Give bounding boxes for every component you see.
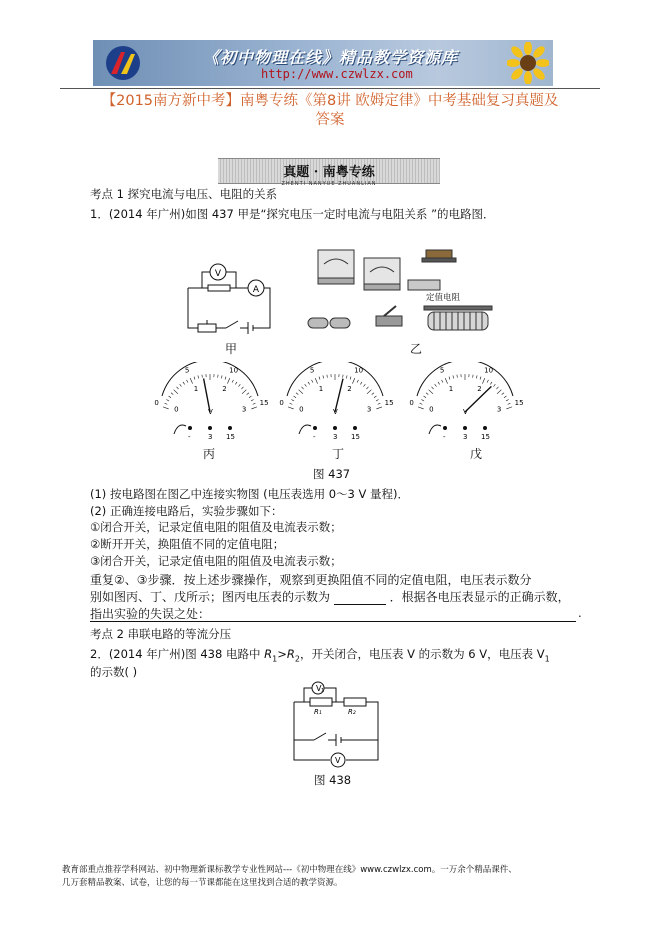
dial-tick xyxy=(299,390,303,394)
q1-step3: ③闭合开关，记录定值电阻的阻值及电流表示数； xyxy=(90,554,342,568)
dial-scale-top-label: 5 xyxy=(439,366,445,375)
voltmeter-dial-bing xyxy=(150,362,270,440)
dial-scale-bottom-label: 3 xyxy=(366,405,372,414)
dial-scale-bottom-label: 0 xyxy=(429,405,434,414)
dial-tick xyxy=(487,380,488,383)
figure-label-yi: 乙 xyxy=(410,342,423,356)
q1-part1: (1) 按电路图在图乙中连接实物图 (电压表选用 0～3 V 量程)． xyxy=(90,487,410,501)
dial-tick xyxy=(449,377,450,380)
equipment-diagram-yi xyxy=(300,240,510,340)
dial-scale-bottom-label: 2 xyxy=(222,384,227,393)
banner-title: 《初中物理在线》精品教学资源库 xyxy=(203,48,459,67)
dial-scale-top-label: 5 xyxy=(184,366,190,375)
dial-tick xyxy=(251,407,257,409)
fig438-v-label: V xyxy=(335,756,341,765)
dial-tick xyxy=(424,396,426,398)
dial-tick xyxy=(502,393,504,395)
terminal-label: 15 xyxy=(351,433,360,440)
battery-cell-icon xyxy=(308,318,328,328)
ammeter-symbol-label: A xyxy=(252,285,260,295)
dial-tick xyxy=(357,380,358,383)
dial-scale-bottom-label: 1 xyxy=(193,384,199,393)
dial-tick xyxy=(225,377,226,380)
dial-tick xyxy=(378,403,381,404)
q2-line1b: ，开关闭合，电压表 V 的示数为 6 V，电压表 V xyxy=(299,647,545,661)
dial-scale-bottom-label: 2 xyxy=(347,384,352,393)
dial-tick xyxy=(190,378,192,384)
dial-tick xyxy=(242,390,246,394)
banner-url[interactable]: http://www.czwlzx.com xyxy=(261,67,413,81)
q2-r1: R xyxy=(264,647,273,661)
q1-paragraph-line1 xyxy=(90,573,532,588)
dial-tick xyxy=(490,382,492,385)
dial-tick xyxy=(174,390,178,394)
dial-tick xyxy=(198,375,199,378)
dial-needle xyxy=(204,378,210,412)
dial-tick xyxy=(346,375,347,378)
dial-tick xyxy=(291,400,294,401)
dial-scale-top-label: 0 xyxy=(279,398,284,407)
dial-tick xyxy=(376,407,382,409)
dial-scale-bottom-label: 1 xyxy=(318,384,324,393)
dial-tick xyxy=(508,403,511,404)
answer-blank-voltage[interactable] xyxy=(334,593,386,605)
section-banner-title: 真题 · 南粤专练 xyxy=(283,165,375,180)
answer-blank-mistake[interactable] xyxy=(90,621,576,622)
dial-tick xyxy=(429,390,433,394)
fig438-r2-label: R₂ xyxy=(348,708,356,716)
terminal-label: - xyxy=(443,433,446,440)
dial-tick xyxy=(506,407,512,409)
dial-scale-bottom-label: 0 xyxy=(299,405,304,414)
dial-tick xyxy=(308,382,310,385)
section-banner xyxy=(218,158,440,187)
terminal-label: 3 xyxy=(208,433,213,440)
dial-tick xyxy=(232,380,233,383)
terminal-label: - xyxy=(188,433,191,440)
switch-icon xyxy=(376,316,402,326)
dial-tick xyxy=(442,380,443,383)
dial-tick xyxy=(165,403,168,404)
dial-tick xyxy=(352,378,354,384)
dial-tick xyxy=(251,400,254,401)
dial-tick xyxy=(290,403,293,404)
q1-p1a: 重复②、③步骤．按上述步骤操作，观察到更换阻值不同的定值电阻 xyxy=(90,573,448,587)
voltmeter-symbol-label: V xyxy=(214,269,222,279)
dial-tick xyxy=(366,387,368,389)
q2-r1-sub: 1 xyxy=(272,654,278,664)
dial-scale-top-label: 0 xyxy=(409,398,414,407)
dial-tick xyxy=(476,375,477,378)
q1-step2: ②断开开关，换阻值不同的定值电阻； xyxy=(90,537,285,551)
dial-scale-top-label: 15 xyxy=(259,398,269,407)
site-logo xyxy=(101,44,145,82)
dial-scale-top-label: 15 xyxy=(514,398,524,407)
topic-1-heading: 考点 1 探究电流与电压、电阻的关系 xyxy=(90,187,278,201)
q1-p2b: ．根据各电压表显示的正确示数， xyxy=(389,590,570,604)
dial-scale-top-label: 5 xyxy=(309,366,315,375)
dial-scale-top-label: 10 xyxy=(484,366,494,375)
dial-scale-top-label: 15 xyxy=(384,398,394,407)
meter-label-wu: 戊 xyxy=(470,447,483,461)
topic-2-heading: 考点 2 串联电路的等流分压 xyxy=(90,627,232,641)
dial-tick xyxy=(163,407,169,409)
figure-437-caption: 图 437 xyxy=(313,467,351,481)
question-2-line1 xyxy=(90,647,550,666)
q1-p1b: ，电压表示数分 xyxy=(447,573,532,587)
dial-tick xyxy=(364,384,366,386)
dial-tick xyxy=(312,380,313,383)
title-line-2: 答案 xyxy=(315,112,345,128)
dial-scale-bottom-label: 3 xyxy=(496,405,502,414)
dial-scale-top-label: 10 xyxy=(354,366,364,375)
dial-tick xyxy=(221,375,222,378)
dial-tick xyxy=(227,378,229,384)
dial-tick xyxy=(177,387,179,389)
dial-tick xyxy=(504,396,506,398)
dial-scale-bottom-label: 0 xyxy=(174,405,179,414)
footer-line-1: 教育部重点推荐学科网站、初中物理新课标教学专业性网站---《初中物理在线》www.czwlzx.com。一万余个精品课件、 xyxy=(62,865,517,875)
dial-tick xyxy=(453,375,454,378)
q1-part2: (2) 正确连接电路后，实验步骤如下： xyxy=(90,504,283,518)
resistor-device-icon xyxy=(426,250,452,258)
q1-p2a: 别如图丙、丁、戊所示；图丙电压表的示数为 xyxy=(90,590,331,604)
q2-gt: > xyxy=(277,647,287,661)
ammeter-device-icon xyxy=(318,250,354,278)
q1-paragraph-line2 xyxy=(90,590,570,605)
question-2-line2: 的示数( ) xyxy=(90,665,138,679)
dial-tick xyxy=(482,378,484,384)
dial-scale-bottom-label: 2 xyxy=(477,384,482,393)
footer-line-2: 几万套精品教案、试卷，让您的每一节课都能在这里找到合适的教学资源。 xyxy=(62,878,343,888)
meter-label-ding: 丁 xyxy=(332,447,345,461)
dial-tick xyxy=(183,382,185,385)
meter-label-bing: 丙 xyxy=(203,447,216,461)
dial-tick xyxy=(302,387,304,389)
circuit-diagram-jia xyxy=(178,258,278,338)
dial-tick xyxy=(376,400,379,401)
dial-tick xyxy=(239,384,241,386)
q1-line3-period: . xyxy=(578,606,582,620)
dial-tick xyxy=(445,378,447,384)
dial-tick xyxy=(494,384,496,386)
dial-scale-top-label: 0 xyxy=(154,398,159,407)
dial-tick xyxy=(247,393,249,395)
dial-tick xyxy=(418,407,424,409)
battery-box-icon xyxy=(408,280,440,290)
dial-tick xyxy=(288,407,294,409)
dial-scale-top-label: 10 xyxy=(229,366,239,375)
q1-paragraph-line3: 指出实验的失误之处： xyxy=(90,607,211,621)
terminal-label: 15 xyxy=(481,433,490,440)
dial-tick xyxy=(432,387,434,389)
figure-label-jia: 甲 xyxy=(225,342,238,356)
q1-step1: ①闭合开关，记录定值电阻的阻值及电流表示数； xyxy=(90,520,342,534)
dial-tick xyxy=(241,387,243,389)
sunflower-image xyxy=(507,42,549,84)
dial-tick xyxy=(360,382,362,385)
dial-tick xyxy=(426,393,428,395)
q2-line1a: 2．(2014 年广州)图 438 电路中 xyxy=(90,647,265,661)
dial-tick xyxy=(187,380,188,383)
dial-tick xyxy=(480,377,481,380)
voltmeter-dial-ding xyxy=(275,362,395,440)
q2-r2: R xyxy=(286,647,295,661)
resistor-label: 定值电阻 xyxy=(426,293,461,303)
dial-tick xyxy=(497,390,501,394)
dial-tick xyxy=(496,387,498,389)
voltmeter-dial-wu xyxy=(405,362,525,440)
dial-tick xyxy=(166,400,169,401)
fig438-v1-sub: 1 xyxy=(321,688,325,694)
page-footer xyxy=(62,864,602,890)
dial-needle xyxy=(335,379,343,412)
dial-unit-label: V xyxy=(208,408,213,416)
terminal-label: 15 xyxy=(226,433,235,440)
dial-tick xyxy=(438,382,440,385)
dial-tick xyxy=(171,393,173,395)
dial-tick xyxy=(169,396,171,398)
dial-scale-bottom-label: 1 xyxy=(448,384,454,393)
section-banner-pinyin: ZHENTI NANYUE ZHUANLIAN xyxy=(281,181,377,187)
dial-tick xyxy=(249,396,251,398)
dial-tick xyxy=(253,403,256,404)
terminal-label: - xyxy=(313,433,316,440)
dial-tick xyxy=(435,384,437,386)
dial-tick xyxy=(315,378,317,384)
dial-tick xyxy=(296,393,298,395)
dial-tick xyxy=(323,375,324,378)
dial-tick xyxy=(350,377,351,380)
dial-unit-label: V xyxy=(333,408,338,416)
page-title xyxy=(70,92,590,130)
dial-tick xyxy=(421,400,424,401)
figure-438-caption: 图 438 xyxy=(314,773,352,787)
dial-tick xyxy=(180,384,182,386)
title-line-1: 【2015南方新中考】南粤专练《第8讲 欧姆定律》中考基础复习真题及 xyxy=(101,93,559,109)
dial-scale-bottom-label: 3 xyxy=(241,405,247,414)
dial-tick xyxy=(374,396,376,398)
dial-tick xyxy=(194,377,195,380)
dial-tick xyxy=(367,390,371,394)
dial-tick xyxy=(294,396,296,398)
dial-tick xyxy=(420,403,423,404)
circuit-diagram-438 xyxy=(288,680,384,772)
site-banner xyxy=(93,40,553,86)
dial-tick xyxy=(506,400,509,401)
dial-unit-label: V xyxy=(463,408,468,416)
dial-tick xyxy=(319,377,320,380)
q2-v1-sub: 1 xyxy=(544,654,550,664)
terminal-label: 3 xyxy=(333,433,338,440)
fig438-v1-label: V xyxy=(316,684,322,693)
voltmeter-device-icon xyxy=(364,258,400,284)
dial-tick xyxy=(235,382,237,385)
dial-tick xyxy=(372,393,374,395)
q2-r2-sub: 2 xyxy=(294,654,300,664)
dial-tick xyxy=(305,384,307,386)
header-rule xyxy=(60,88,600,89)
fig438-r1-label: R₁ xyxy=(314,708,322,716)
terminal-label: 3 xyxy=(463,433,468,440)
question-1-stem: 1．(2014 年广州)如图 437 甲是“探究电压一定时电流与电阻关系 ”的电路图． xyxy=(90,207,495,221)
